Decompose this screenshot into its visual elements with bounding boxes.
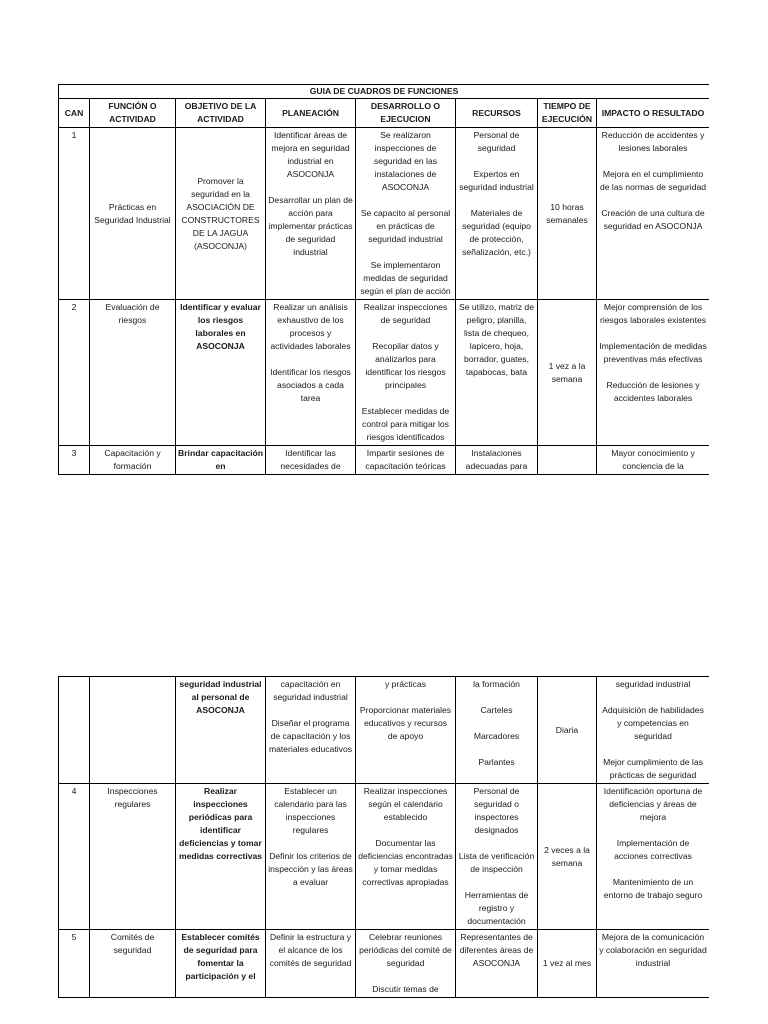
header-objetivo: OBJETIVO DE LA ACTIVIDAD [176,99,266,128]
cell-recursos: Instalaciones adecuadas para [456,446,538,475]
cell-can [59,677,90,784]
cell-tiempo: 2 veces a la semana [538,784,597,930]
cell-recursos: Personal de seguridad o inspectores designados Lista de verificación de inspección Herramientas de registro y documentación [456,784,538,930]
cell-planeacion: Identificar las necesidades de [266,446,356,475]
table-row [59,446,710,475]
header-impacto: IMPACTO O RESULTADO [597,99,710,128]
cell-impacto: Reducción de accidentes y lesiones laborales Mejora en el cumplimiento de las normas de seguridad Creación de una cultura de seguridad en ASOCONJA [597,128,710,300]
cell-funcion [90,677,176,784]
page-fragment-top [58,84,709,508]
cell-recursos: Personal de seguridad Expertos en seguridad industrial Materiales de seguridad (equipo de protección, señalización, etc.) [456,128,538,300]
table-row [59,784,710,930]
cell-funcion: Prácticas en Seguridad Industrial [90,128,176,300]
table-row [59,677,710,784]
cell-impacto: Identificación oportuna de deficiencias y áreas de mejora Implementación de acciones correctivas Mantenimiento de un entorno de trabajo seguro [597,784,710,930]
cell-impacto: Mayor conocimiento y conciencia de la [597,446,710,475]
cell-objetivo: Establecer comités de seguridad para fomentar la participación y el [176,930,266,998]
table-row [59,300,710,446]
cell-objetivo: seguridad industrial al personal de ASOCONJA [176,677,266,784]
title-row [59,85,710,99]
header-recursos: RECURSOS [456,99,538,128]
cell-tiempo: 1 vez a la semana [538,300,597,446]
cell-recursos: Se utilizo, matriz de peligro, planilla, lista de chequeo, lapicero, hoja, borrador, guates, tapabocas, bata [456,300,538,446]
cell-funcion: Comités de seguridad [90,930,176,998]
cell-recursos: Representantes de diferentes áreas de ASOCONJA [456,930,538,998]
cell-objetivo: Brindar capacitación en [176,446,266,475]
cell-desarrollo: y prácticas Proporcionar materiales educativos y recursos de apoyo [356,677,456,784]
cell-planeacion: Establecer un calendario para las inspecciones regulares Definir los criterios de inspección y las áreas a evaluar [266,784,356,930]
cell-tiempo: 10 horas semanales [538,128,597,300]
header-row [59,99,710,128]
cell-planeacion: Identificar áreas de mejora en seguridad industrial en ASOCONJA Desarrollar un plan de acción para implementar prácticas de seguridad industrial [266,128,356,300]
cell-recursos: la formación Carteles Marcadores Parlantes [456,677,538,784]
table-row [59,128,710,300]
cell-can: 3 [59,446,90,475]
cell-impacto: Mejor comprensión de los riesgos laborales existentes Implementación de medidas preventivas más efectivas Reducción de lesiones y accidentes laborales [597,300,710,446]
header-can: CAN [59,99,90,128]
cell-impacto: seguridad industrial Adquisición de habilidades y competencias en seguridad Mejor cumplimiento de las prácticas de seguridad [597,677,710,784]
cell-objetivo: Identificar y evaluar los riesgos laborales en ASOCONJA [176,300,266,446]
cell-planeacion: Realizar un análisis exhaustivo de los procesos y actividades laborales Identificar los riesgos asociados a cada tarea [266,300,356,446]
cell-desarrollo: Se realizaron inspecciones de seguridad en las instalaciones de ASOCONJA Se capacito al personal en prácticas de seguridad industrial Se implementaron medidas de seguridad según el plan de acción [356,128,456,300]
cell-tiempo [538,446,597,475]
cell-funcion: Capacitación y formación [90,446,176,475]
header-planeacion: PLANEACIÓN [266,99,356,128]
cell-planeacion: Definir la estructura y el alcance de los comités de seguridad [266,930,356,998]
header-desarrollo: DESARROLLO O EJECUCION [356,99,456,128]
header-funcion: FUNCIÓN O ACTIVIDAD [90,99,176,128]
functions-table-page-1 [58,84,709,475]
cell-can: 4 [59,784,90,930]
cell-tiempo: 1 vez al mes [538,930,597,998]
cell-objetivo: Promover la seguridad en la ASOCIACIÓN DE CONSTRUCTORES DE LA JAGUA (ASOCONJA) [176,128,266,300]
functions-table-page-2 [58,676,709,998]
cell-can: 1 [59,128,90,300]
page-fragment-bottom [58,676,709,1024]
cell-funcion: Evaluación de riesgos [90,300,176,446]
cell-funcion: Inspecciones regulares [90,784,176,930]
document-title: GUIA DE CUADROS DE FUNCIONES [59,85,710,99]
cell-can: 2 [59,300,90,446]
cell-tiempo: Diaria [538,677,597,784]
cell-impacto: Mejora de la comunicación y colaboración en seguridad industrial [597,930,710,998]
header-tiempo: TIEMPO DE EJECUCIÓN [538,99,597,128]
cell-planeacion: capacitación en seguridad industrial Diseñar el programa de capacitación y los materiales educativos [266,677,356,784]
cell-can: 5 [59,930,90,998]
cell-objetivo: Realizar inspecciones periódicas para identificar deficiencias y tomar medidas correctivas [176,784,266,930]
table-row [59,930,710,998]
cell-desarrollo: Celebrar reuniones periódicas del comité de seguridad Discutir temas de [356,930,456,998]
cell-desarrollo: Realizar inspecciones de seguridad Recopilar datos y analizarlos para identificar los riesgos principales Establecer medidas de control para mitigar los riesgos identificados [356,300,456,446]
cell-desarrollo: Realizar inspecciones según el calendario establecido Documentar las deficiencias encontradas y tomar medidas correctivas apropiadas [356,784,456,930]
cell-desarrollo: Impartir sesiones de capacitación teóricas [356,446,456,475]
